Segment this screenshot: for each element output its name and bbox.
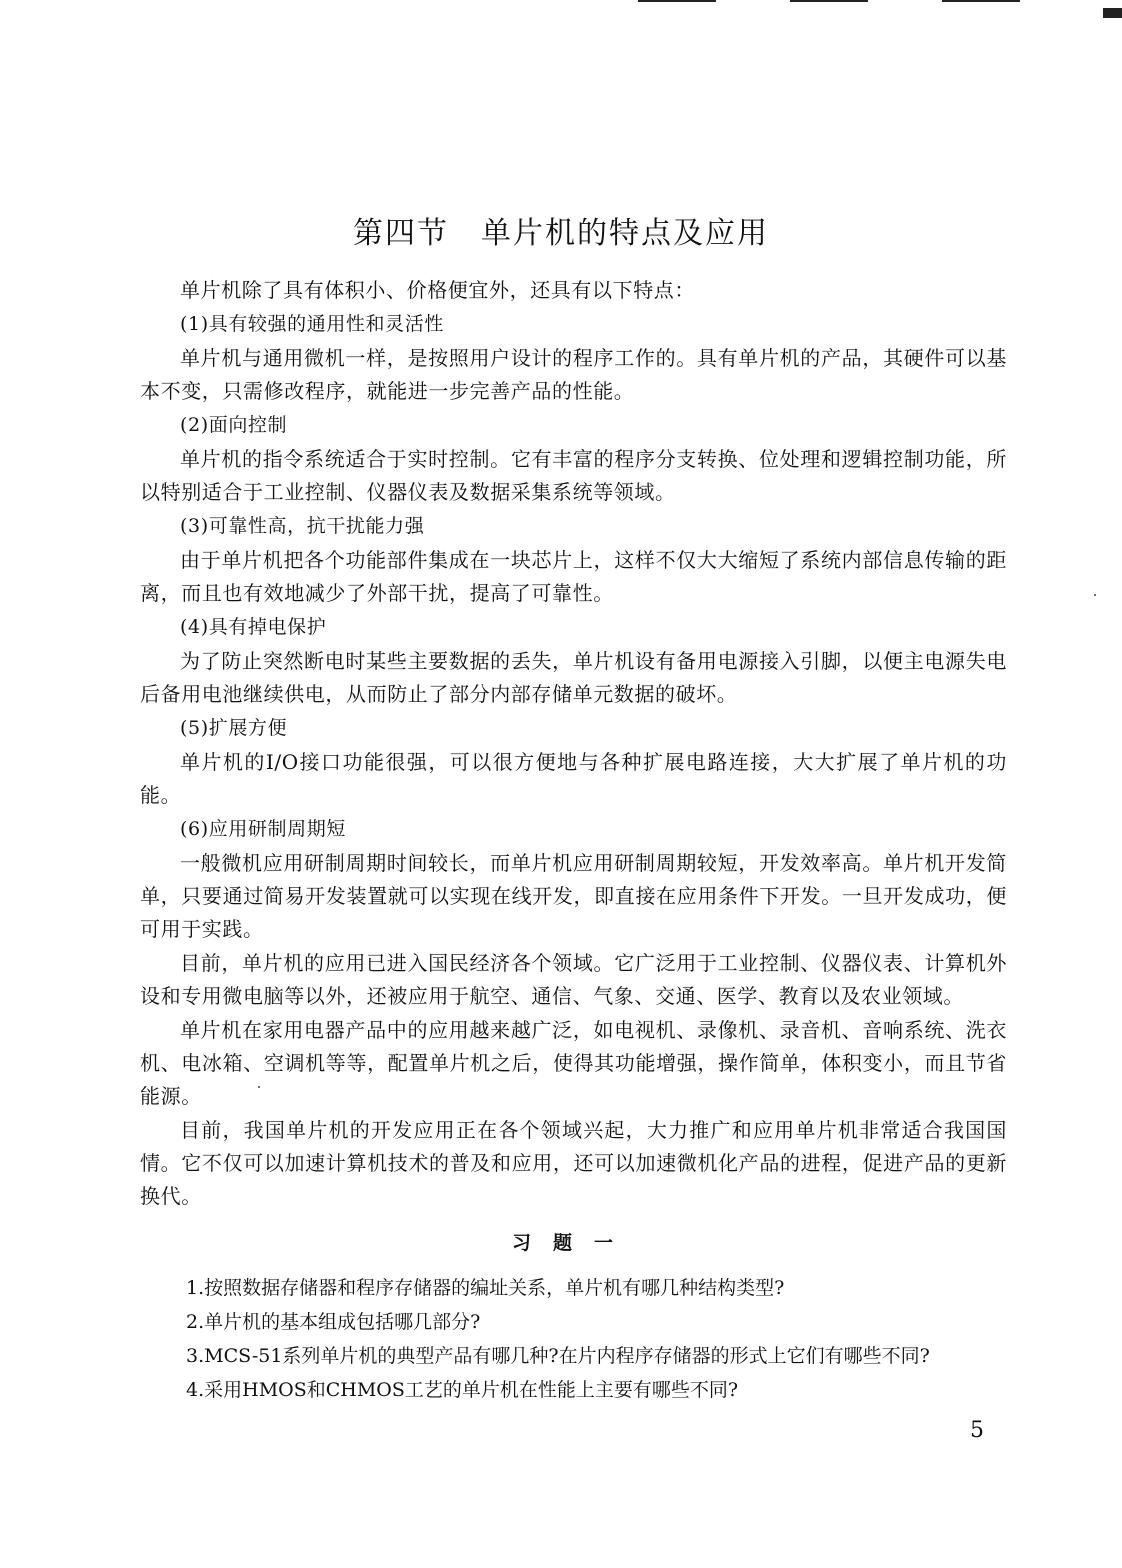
feature-paragraph: 单片机的指令系统适合于实时控制。它有丰富的程序分支转换、位处理和逻辑控制功能，所以特别适合于工业控制、仪器仪表及数据采集系统等领域。 xyxy=(140,447,1007,504)
body-paragraph: 目前，单片机的应用已进入国民经济各个领域。它广泛用于工业控制、仪器仪表、计算机外设和专用微电脑等以外，还被应用于航空、通信、气象、交通、医学、教育以及农业领域。 xyxy=(140,951,1007,1008)
exercises-title: 习题一 xyxy=(511,1232,635,1254)
exercise-item: 2.单片机的基本组成包括哪几部分? xyxy=(186,1311,481,1333)
feature-paragraph: 单片机与通用微机一样，是按照用户设计的程序工作的。具有单片机的产品，其硬件可以基本不变，只需修改程序，就能进一步完善产品的性能。 xyxy=(140,346,1007,403)
feature-heading: (1)具有较强的通用性和灵活性 xyxy=(180,313,444,335)
feature-heading: (3)可靠性高，抗干扰能力强 xyxy=(180,515,425,537)
feature-paragraph: 单片机的I/O接口功能很强，可以很方便地与各种扩展电路连接，大大扩展了单片机的功能。 xyxy=(140,750,1007,807)
scan-mark xyxy=(942,0,1020,2)
page-body xyxy=(140,274,1007,1408)
feature-heading: (6)应用研制周期短 xyxy=(180,818,346,840)
exercise-item: 3.MCS-51系列单片机的典型产品有哪几种?在片内程序存储器的形式上它们有哪些不同? xyxy=(186,1345,930,1367)
page-number: 5 xyxy=(970,1418,984,1443)
feature-paragraph: 由于单片机把各个功能部件集成在一块芯片上，这样不仅大大缩短了系统内部信息传输的距离，而且也有效地减少了外部干扰，提高了可靠性。 xyxy=(140,548,1007,605)
exercise-item: 4.采用HMOS和CHMOS工艺的单片机在性能上主要有哪些不同? xyxy=(186,1379,739,1401)
scan-speck xyxy=(1094,594,1096,596)
body-paragraph: 目前，我国单片机的开发应用正在各个领域兴起，大力推广和应用单片机非常适合我国国情。它不仅可以加速计算机技术的普及和应用，还可以加速微机化产品的进程，促进产品的更新换代。 xyxy=(140,1118,1007,1208)
scan-edge-mark xyxy=(1103,8,1122,18)
exercise-item: 1.按照数据存储器和程序存储器的编址关系，单片机有哪几种结构类型? xyxy=(186,1277,785,1299)
feature-heading: (2)面向控制 xyxy=(180,414,288,436)
body-paragraph: 单片机在家用电器产品中的应用越来越广泛，如电视机、录像机、录音机、音响系统、洗衣机、电冰箱、空调机等等，配置单片机之后，使得其功能增强，操作简单，体积变小，而且节省能源。 xyxy=(140,1018,1007,1108)
feature-paragraph: 一般微机应用研制周期时间较长，而单片机应用研制周期较短，开发效率高。单片机开发简单，只要通过简易开发装置就可以实现在线开发，即直接在应用条件下开发。一旦开发成功，便可用于实践。 xyxy=(140,851,1007,941)
scan-mark xyxy=(638,0,716,2)
intro-paragraph: 单片机除了具有体积小、价格便宜外，还具有以下特点： xyxy=(180,278,695,302)
scan-mark xyxy=(790,0,868,2)
feature-heading: (4)具有掉电保护 xyxy=(180,616,327,638)
feature-paragraph: 为了防止突然断电时某些主要数据的丢失，单片机设有备用电源接入引脚，以便主电源失电后备用电池继续供电，从而防止了部分内部存储单元数据的破坏。 xyxy=(140,649,1007,706)
page-title: 第四节 单片机的特点及应用 xyxy=(353,216,769,252)
feature-heading: (5)扩展方便 xyxy=(180,717,288,739)
